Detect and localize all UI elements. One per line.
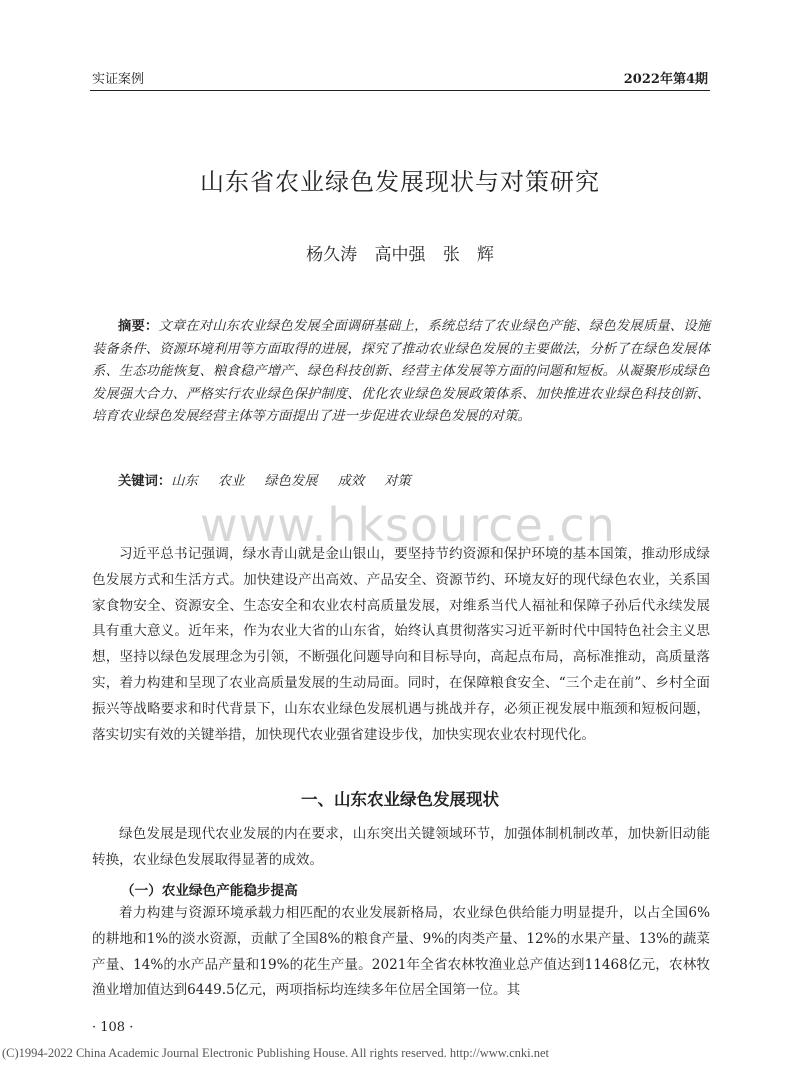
keywords bbox=[118, 470, 431, 489]
author-name: 杨久涛 bbox=[306, 245, 358, 265]
section-paragraph: 绿色发展是现代农业发展的内在要求，山东突出关键领域环节，加强体制机制改革，加快新旧动能转换，农业绿色发展取得显著的成效。 bbox=[92, 826, 710, 868]
keywords-label: 关键词： bbox=[118, 474, 172, 489]
intro-paragraph: 习近平总书记强调，绿水青山就是金山银山，要坚持节约资源和保护环境的基本国策，推动形成绿色发展方式和生活方式。加快建设产出高效、产品安全、资源节约、环境友好的现代绿色农业，关系国家食物安全、资源安全、生态安全和农业农村高质量发展，对维系当代人福祉和保障子孙后代永续发展具有重大意义。近年来，作为农业大省的山东省，始终认真贯彻落实习近平新时代中国特色社会主义思想，坚持以绿色发展理念为引领，不断强化问题导向和目标导向，高起点布局，高标准推动，高质量落实，着力构建和呈现了农业高质量发展的生动局面。同时，在保障粮食安全、“三个走在前”、乡村全面振兴等战略要求和时代背景下，山东农业绿色发展机遇与挑战并存，必须正视发展中瓶颈和短板问题，落实切实有效的关键举措，加快现代农业强省建设步伐，加快实现农业农村现代化。 bbox=[92, 546, 710, 743]
keyword: 对策 bbox=[384, 474, 411, 489]
subsection-heading: （一）农业绿色产能稳步提高 bbox=[121, 883, 298, 899]
keyword: 绿色发展 bbox=[264, 474, 318, 489]
author-name: 张 辉 bbox=[442, 245, 494, 265]
abstract-label: 摘要： bbox=[118, 319, 159, 334]
header-divider bbox=[90, 90, 710, 91]
running-header-issue: 2022年第4期 bbox=[623, 72, 708, 87]
page-number: · 108 · bbox=[92, 1020, 134, 1035]
section-heading: 一、山东农业绿色发展现状 bbox=[301, 790, 499, 809]
watermark: www.hksource.cn bbox=[200, 498, 616, 552]
running-header-section: 实证案例 bbox=[92, 72, 145, 87]
author-list bbox=[90, 240, 710, 265]
keyword: 成效 bbox=[337, 474, 365, 489]
abstract bbox=[92, 316, 710, 429]
keyword: 农业 bbox=[217, 474, 245, 489]
author-name: 高中强 bbox=[374, 245, 426, 265]
copyright-footer: (C)1994-2022 China Academic Journal Electronic Publishing House. All rights reserved. http://www.cnki.net bbox=[2, 1046, 550, 1060]
subsection-paragraph: 着力构建与资源环境承载力相匹配的农业发展新格局，农业绿色供给能力明显提升，以占全国6%的耕地和1%的淡水资源，贡献了全国8%的粮食产量、9%的肉类产量、12%的水果产量、13%的蔬菜产量、14%的水产品产量和19%的花生产量。2021年全省农林牧渔业总产值达到11468亿元，农林牧渔业增加值达到6449.5亿元，两项指标均连续多年位居全国第一位。其 bbox=[92, 905, 710, 999]
article-title: 山东省农业绿色发展现状与对策研究 bbox=[200, 168, 600, 196]
keyword: 山东 bbox=[171, 474, 198, 489]
abstract-text: 文章在对山东农业绿色发展全面调研基础上，系统总结了农业绿色产能、绿色发展质量、设施装备条件、资源环境利用等方面取得的进展，探究了推动农业绿色发展的主要做法，分析了在绿色发展体系、生态功能恢复、粮食稳产增产、绿色科技创新、经营主体发展等方面的问题和短板。从凝聚形成绿色发展强大合力、严格实行农业绿色保护制度、优化农业绿色发展政策体系、加快推进农业绿色科技创新、培育农业绿色发展经营主体等方面提出了进一步促进农业绿色发展的对策。 bbox=[92, 319, 710, 425]
